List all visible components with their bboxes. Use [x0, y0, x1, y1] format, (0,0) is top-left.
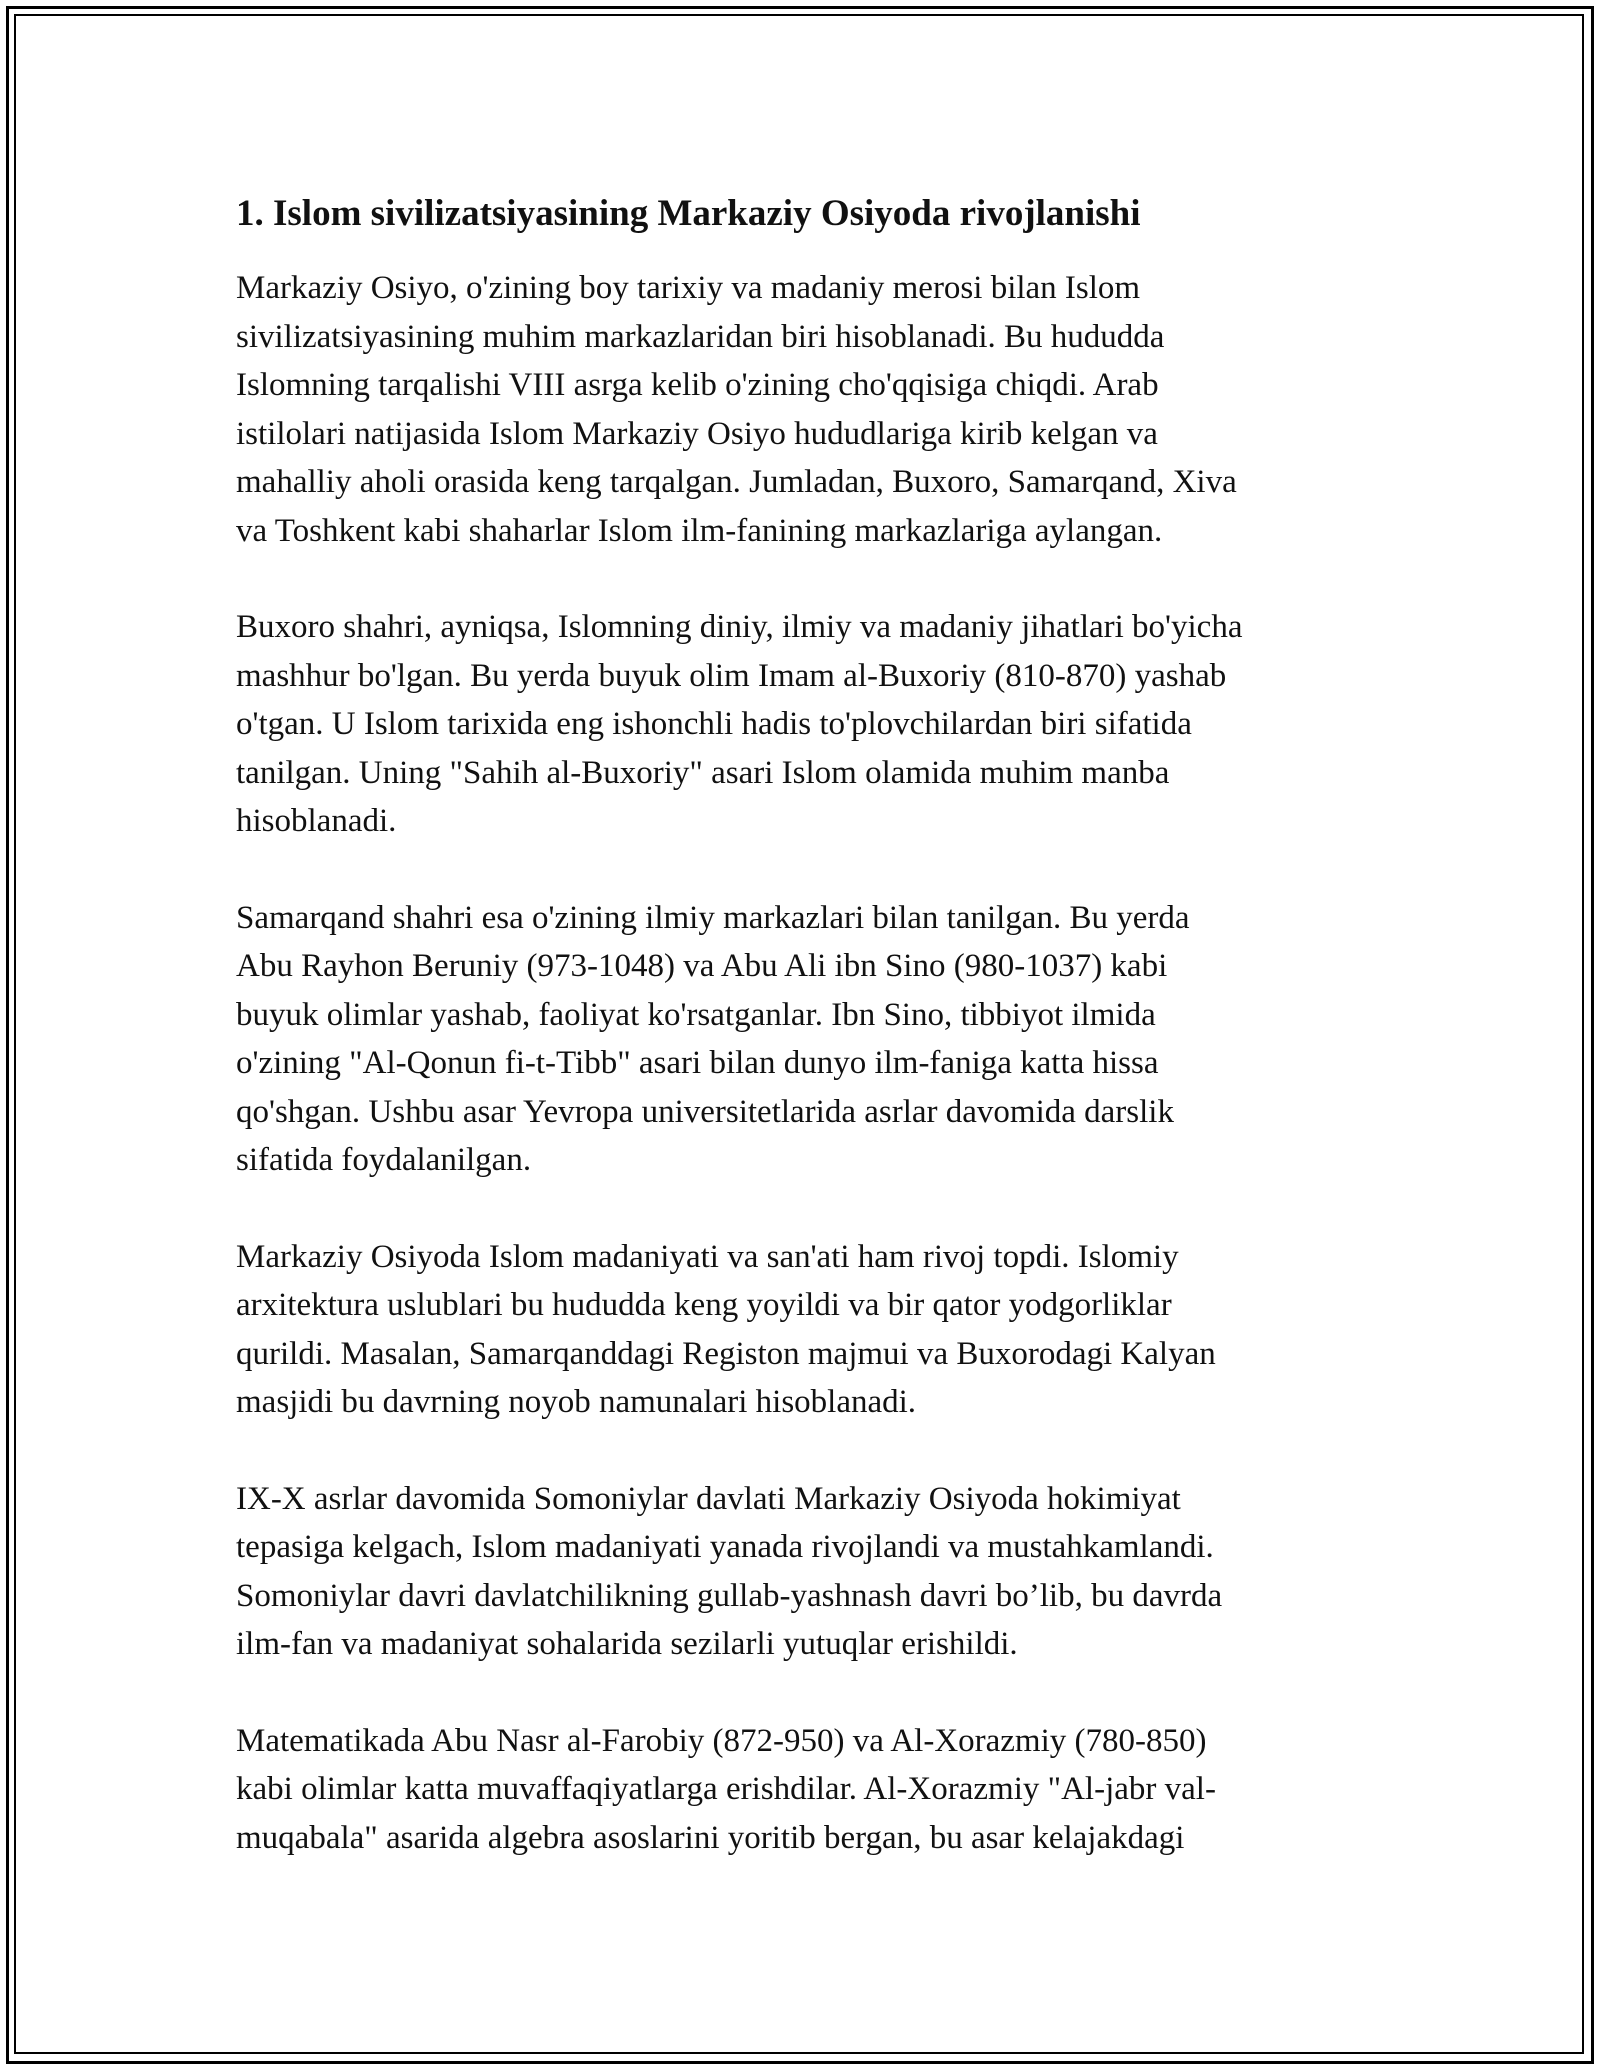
text-line: sivilizatsiyasining muhim markazlaridan biri hisoblanadi. Bu hududda — [236, 318, 1165, 355]
text-line: arxitektura uslublari bu hududda keng yoyildi va bir qator yodgorliklar — [236, 1287, 1172, 1323]
text-line: muqabala" asarida algebra asoslarini yoritib bergan, bu asar kelajakdagi — [236, 1819, 1185, 1856]
text-line: mahalliy aholi orasida keng tarqalgan. Jumladan, Buxoro, Samarqand, Xiva — [236, 464, 1237, 500]
text-line: Matematikada Abu Nasr al-Farobiy (872-950) va Al-Xorazmiy (780-850) — [236, 1722, 1207, 1759]
text-line: Islomning tarqalishi VIII asrga kelib o'zining cho'qqisiga chiqdi. Arab — [236, 367, 1159, 403]
text-line: Abu Rayhon Beruniy (973-1048) va Abu Ali ibn Sino (980-1037) kabi — [236, 948, 1168, 984]
text-line: sifatida foydalanilgan. — [236, 1142, 532, 1178]
paragraph-2 — [236, 603, 1366, 846]
text-line: Samarqand shahri esa o'zining ilmiy markazlari bilan tanilgan. Bu yerda — [236, 899, 1190, 936]
text-line: Markaziy Osiyo, o'zining boy tarixiy va madaniy merosi bilan Islom — [236, 270, 1141, 306]
text-line: mashhur bo'lgan. Bu yerda buyuk olim Imam al-Buxoriy (810-870) yashab — [236, 657, 1227, 694]
text-line: Buxoro shahri, ayniqsa, Islomning diniy, ilmiy va madaniy jihatlari bo'yicha — [236, 609, 1243, 645]
text-line: kabi olimlar katta muvaffaqiyatlarga erishdilar. Al-Xorazmiy "Al-jabr val- — [236, 1771, 1216, 1807]
text-line: masjidi bu davrning noyob namunalari hisoblanadi. — [236, 1384, 917, 1420]
text-line: qurildi. Masalan, Samarqanddagi Registon majmui va Buxorodagi Kalyan — [236, 1335, 1216, 1372]
text-line: Somoniylar davri davlatchilikning gullab-yashnash davri bo’lib, bu davrda — [236, 1577, 1223, 1614]
text-line: va Toshkent kabi shaharlar Islom ilm-fanining markazlariga aylangan. — [236, 512, 1163, 549]
paragraph-3 — [236, 894, 1366, 1185]
paragraph-5 — [236, 1475, 1366, 1669]
section-heading: 1. Islom sivilizatsiyasining Markaziy Osiyoda rivojlanishi — [236, 193, 1141, 234]
paragraph-6 — [236, 1717, 1366, 1863]
text-line: ilm-fan va madaniyat sohalarida sezilarli yutuqlar erishildi. — [236, 1626, 1018, 1662]
text-line: buyuk olimlar yashab, faoliyat ko'rsatganlar. Ibn Sino, tibbiyot ilmida — [236, 996, 1156, 1033]
text-line: o'zining "Al-Qonun fi-t-Tibb" asari bilan dunyo ilm-faniga katta hissa — [236, 1045, 1159, 1081]
text-line: tepasiga kelgach, Islom madaniyati yanada rivojlandi va mustahkamlandi. — [236, 1529, 1214, 1565]
paragraph-1 — [236, 264, 1366, 555]
text-line: istilolari natijasida Islom Markaziy Osiyo hududlariga kirib kelgan va — [236, 415, 1158, 452]
document-body — [236, 186, 1366, 1910]
text-line: tanilgan. Uning "Sahih al-Buxoriy" asari Islom olamida muhim manba — [236, 754, 1170, 791]
text-line: IX-X asrlar davomida Somoniylar davlati Markaziy Osiyoda hokimiyat — [236, 1480, 1181, 1517]
text-line: o'tgan. U Islom tarixida eng ishonchli hadis to'plovchilardan biri sifatida — [236, 706, 1192, 742]
text-line: Markaziy Osiyoda Islom madaniyati va san'ati ham rivoj topdi. Islomiy — [236, 1238, 1179, 1275]
text-line: qo'shgan. Ushbu asar Yevropa universitetlarida asrlar davomida darslik — [236, 1093, 1174, 1130]
paragraph-4 — [236, 1233, 1366, 1427]
text-line: hisoblanadi. — [236, 803, 397, 839]
